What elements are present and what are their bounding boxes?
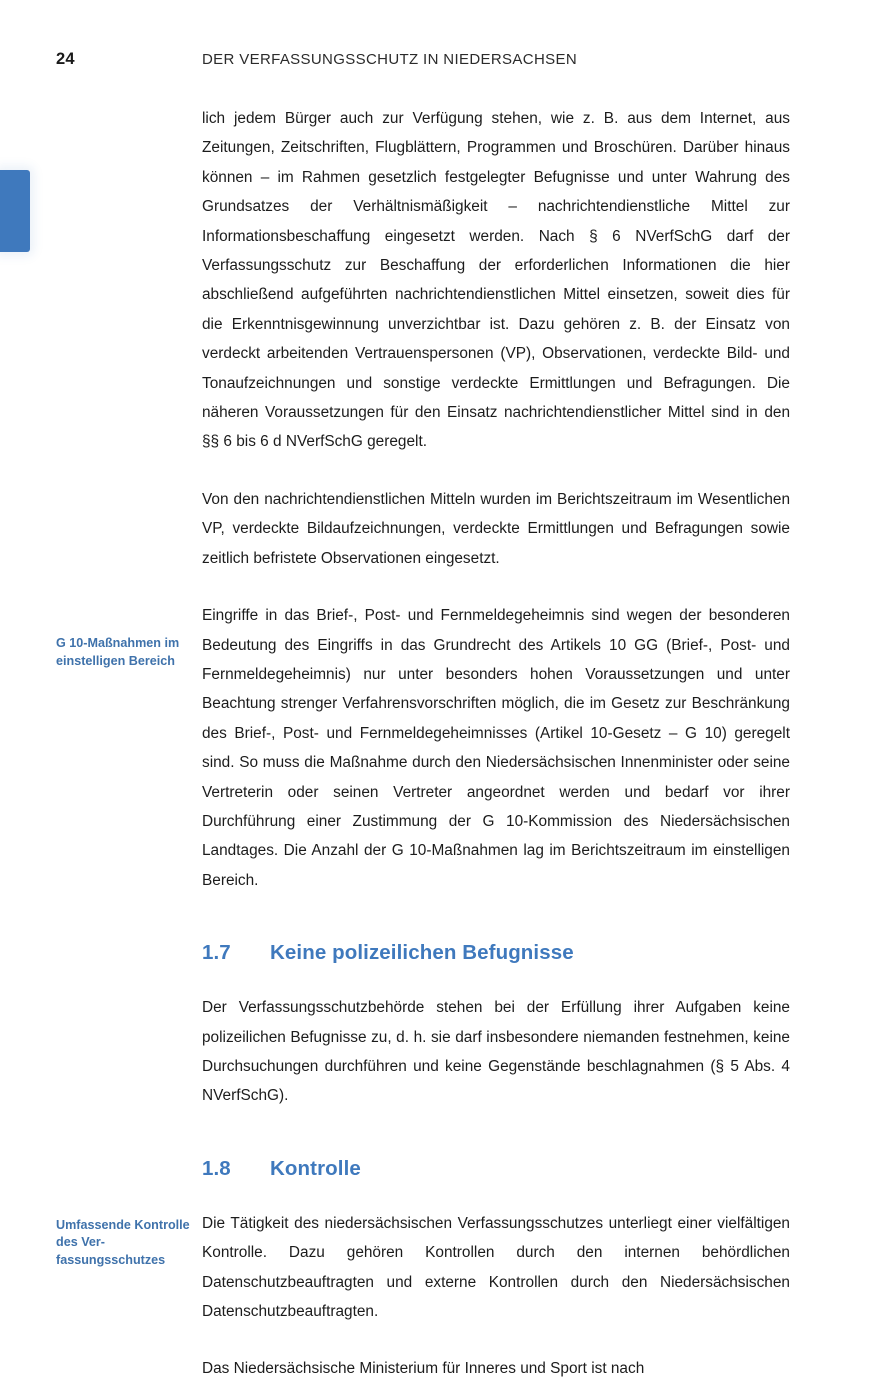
text-block <box>0 1354 877 1383</box>
section-1-7 <box>0 939 877 1111</box>
body-column <box>202 485 790 573</box>
body-column <box>202 939 790 1111</box>
text-block <box>0 485 877 573</box>
paragraph: Von den nachrichtendienstlichen Mitteln wurden im Berichtszeitraum im Wesentlichen VP, verdeckte Bildaufzeichnungen, verdeckte Ermittlungen und Befragungen sowie zeitlich befristete Observationen eingesetzt. <box>202 490 790 567</box>
text-block <box>0 104 877 457</box>
section-title: Keine polizeilichen Befugnisse <box>270 941 574 965</box>
paragraph: Das Niedersächsische Ministerium für Inneres und Sport ist nach <box>202 1360 645 1378</box>
text-block-with-marginal <box>0 601 877 895</box>
running-head <box>0 50 877 76</box>
body-column <box>202 1354 790 1383</box>
marginal-note-kontrolle: Umfassende Kontrolle des Ver-fassungsschutzes <box>56 1217 190 1267</box>
paragraph: Eingriffe in das Brief-, Post- und Fernmeldegeheimnis sind wegen der besonderen Bedeutung des Eingriffs in das Grundrecht des Artikels 10 GG (Brief-, Post- und Fernmeldegeheimnis) nur unter besonders hohen Voraussetzungen und unter Beachtung strenger Verfahrensvorschriften möglich, die im Gesetz zur Beschränkung des Brief-, Post- und Fernmeldegeheimnisses (Artikel 10-Gesetz – G 10) geregelt sind. So muss die Maßnahme durch den Niedersächsischen Innenminister oder seine Vertreterin oder seinen Vertreter angeordnet werden und bedarf vor ihrer Durchführung einer Zustimmung der G 10-Kommission des Niedersächsischen Landtages. Die Anzahl der G 10-Maßnahmen lag im Berichtszeitraum im einstelligen Bereich. <box>202 607 790 889</box>
section-number: 1.7 <box>202 941 231 965</box>
section-number: 1.8 <box>202 1156 231 1180</box>
body-column <box>202 601 790 895</box>
marginal-note-g10: G 10-Maßnahmen im einstelligen Bereich <box>56 636 180 668</box>
section-title: Kontrolle <box>270 1156 361 1180</box>
section-heading <box>202 1155 790 1183</box>
page-content <box>0 104 877 1384</box>
running-title: DER VERFASSUNGSSCHUTZ IN NIEDERSACHSEN <box>202 51 578 68</box>
paragraph: Die Tätigkeit des niedersächsischen Verfassungsschutzes unterliegt einer vielfältigen Kontrolle. Dazu gehören Kontrollen durch den internen behördlichen Datenschutzbeauftragten und externe Kontrollen durch den Niedersächsischen Datenschutzbeauftragten. <box>202 1214 790 1320</box>
body-column <box>202 104 790 457</box>
paragraph: lich jedem Bürger auch zur Verfügung stehen, wie z. B. aus dem Internet, aus Zeitungen, Zeitschriften, Flugblättern, Programmen und Broschüren. Darüber hinaus können – im Rahmen gesetzlich festgelegter Befugnisse und unter Wahrung des Grundsatzes der Verhältnismäßigkeit – nachrichtendienstliche Mittel zur Informationsbeschaffung eingesetzt werden. Nach § 6 NVerfSchG darf der Verfassungsschutz zur Beschaffung der erforderlichen Informationen die hier abschließend aufgeführten nachrichtendienstlichen Mittel einsetzen, soweit dies für die Erkenntnisgewinnung unverzichtbar ist. Dazu gehören z. B. der Einsatz von verdeckt arbeitenden Vertrauenspersonen (VP), Observationen, verdeckte Bild- und Tonaufzeichnungen und sonstige verdeckte Ermittlungen und Befragungen. Die näheren Voraussetzungen für den Einsatz nachrichtendienstlicher Mittel sind in den §§ 6 bis 6 d NVerfSchG geregelt. <box>202 110 790 451</box>
page-number: 24 <box>56 50 75 68</box>
section-heading <box>202 939 790 967</box>
paragraph: Der Verfassungsschutzbehörde stehen bei der Erfüllung ihrer Aufgaben keine polizeilichen Befugnisse zu, d. h. sie darf insbesondere niemanden festnehmen, keine Durchsuchungen durchführen und keine Gegenstände beschlagnahmen (§ 5 Abs. 4 NVerfSchG). <box>202 999 790 1105</box>
